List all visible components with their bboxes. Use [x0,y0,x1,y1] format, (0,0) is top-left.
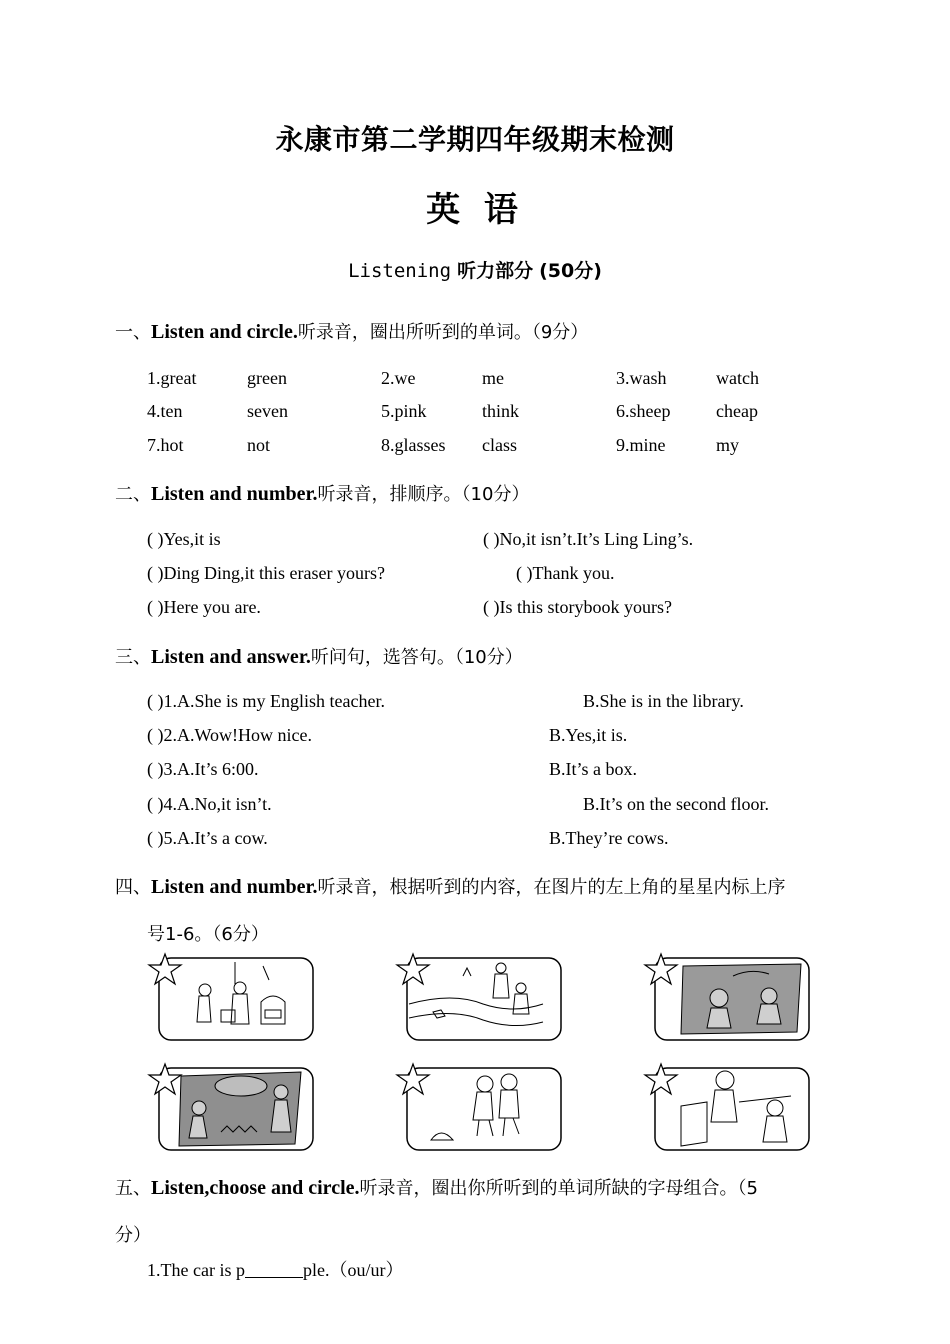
s1-word: 1.great [147,368,197,388]
picture-children-walking [393,1062,565,1154]
s3-q4-b: B.It’s on the second floor. [583,794,769,814]
s3-q1-a: ( )1.A.She is my English teacher. [147,691,385,711]
s3-q4-a: ( )4.A.No,it isn’t. [147,794,272,814]
s1-word: green [247,368,287,388]
s2-item-3-right: ( )Is this storybook yours? [483,597,672,617]
picture-park-scene [145,1062,317,1154]
s1-word: 3.wash [616,368,667,388]
s3-q5-a: ( )5.A.It’s a cow. [147,828,268,848]
s1-word: think [482,401,520,421]
s2-item-2-left: ( )Ding Ding,it this eraser yours? [147,563,385,583]
part-zh: 听力部分 [457,260,534,282]
picture-playground-scene [641,952,813,1044]
s1-word: 6.sheep [616,401,671,421]
section2-heading: 二、Listen and number.听录音，排顺序。（10分） [115,483,530,505]
s1-word: 4.ten [147,401,183,421]
s2-item-3-left: ( )Here you are. [147,597,261,617]
section1-heading: 一、Listen and circle.听录音，圈出所听到的单词。（9分） [115,321,589,343]
s1-word: cheap [716,401,758,421]
s3-q1-b: B.She is in the library. [583,691,744,711]
page-title: 永康市第二学期四年级期末检测 [275,123,675,156]
s1-word: seven [247,401,288,421]
s2-item-1-left: ( )Yes,it is [147,529,221,549]
s1-word: me [482,368,504,388]
section5-heading-cont: 分） [115,1225,151,1246]
s1-word: class [482,435,517,455]
s1-word: 9.mine [616,435,666,455]
blank-line [245,1259,303,1278]
s1-word: watch [716,368,759,388]
s1-word: my [716,435,740,455]
picture-river-scene [393,952,565,1044]
s3-q2-b: B.Yes,it is. [549,725,628,745]
s1-word: 5.pink [381,401,427,421]
section5-heading: 五、Listen,choose and circle.听录音，圈出你所听到的单词所缺的字母组合。（5 [115,1177,758,1199]
s2-item-1-right: ( )No,it isn’t.It’s Ling Ling’s. [483,529,694,549]
s2-item-2-right: ( )Thank you. [516,563,615,583]
section4-heading: 四、Listen and number.听录音，根据听到的内容，在图片的左上角的星星内标上序 [115,876,786,898]
s1-word: 7.hot [147,435,184,455]
part-score: (50分) [539,260,602,282]
part-heading [0,256,950,283]
s1-word: 8.glasses [381,435,446,455]
section4-heading-cont: 号1-6。（6分） [147,924,269,945]
s3-q3-b: B.It’s a box. [549,759,637,779]
part-en: Listening [348,260,452,282]
s5-q1: 1.The car is p ple.（ou/ur） [147,1260,404,1280]
s3-q2-a: ( )2.A.Wow!How nice. [147,725,313,745]
s3-q5-b: B.They’re cows. [549,828,669,848]
s3-q3-a: ( )3.A.It’s 6:00. [147,759,259,779]
section3-heading: 三、Listen and answer.听问句，选答句。（10分） [115,646,523,668]
s1-word: 2.we [381,368,416,388]
subject-title: 英 语 [426,190,524,230]
picture-classroom-scene [641,1062,813,1154]
s1-word: not [247,435,271,455]
picture-kitchen-scene [145,952,317,1044]
